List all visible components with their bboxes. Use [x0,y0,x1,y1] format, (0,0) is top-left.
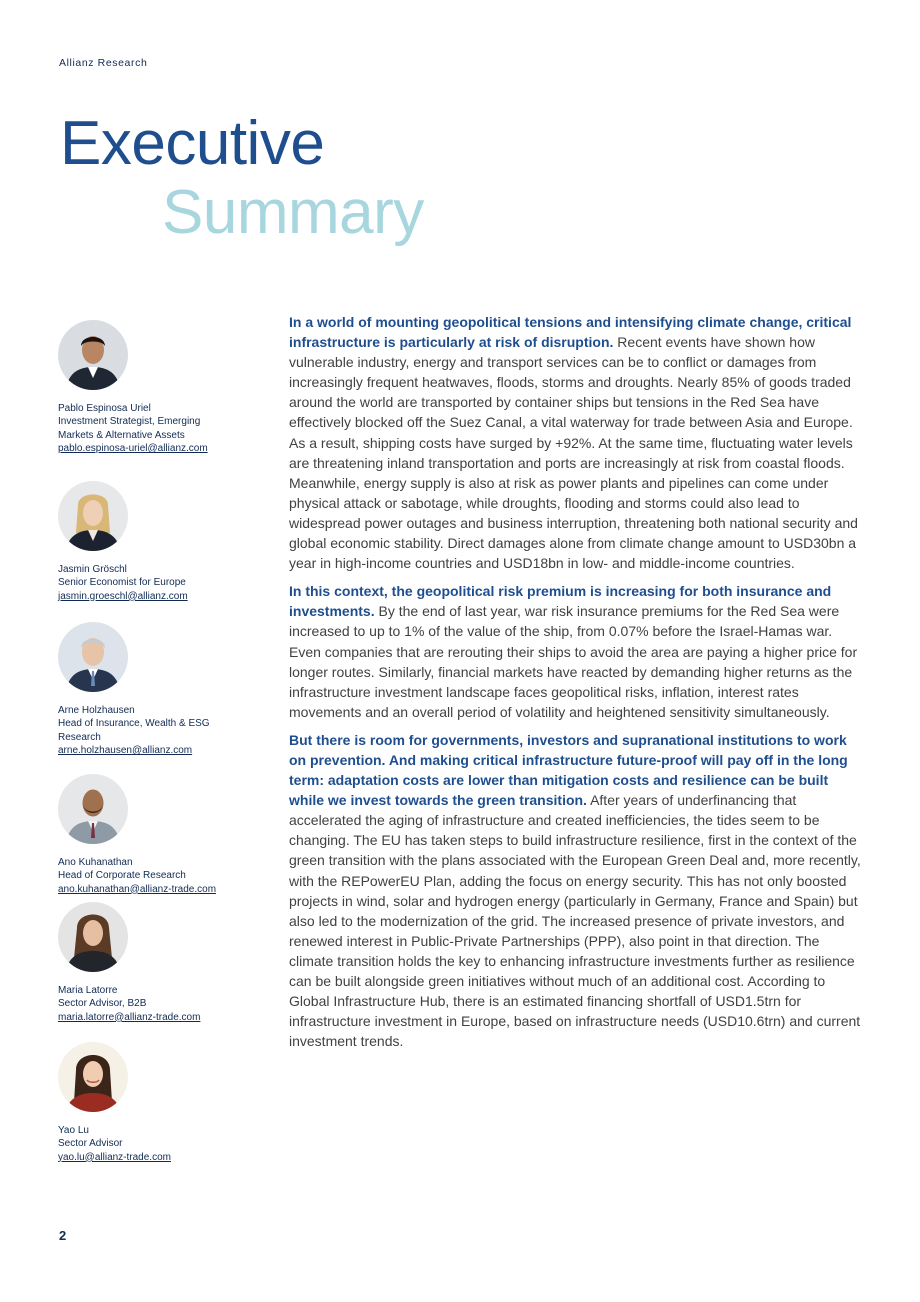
page-title-executive: Executive [60,109,325,178]
page-title-summary: Summary [162,178,424,247]
author-photo [58,774,128,844]
author-email-link[interactable]: yao.lu@allianz-trade.com [58,1151,171,1163]
author-card [58,902,268,1024]
author-photo [58,481,128,551]
author-email-link[interactable]: arne.holzhausen@allianz.com [58,744,193,756]
author-email-link[interactable]: maria.latorre@allianz-trade.com [58,1011,201,1023]
author-name: Maria Latorre [58,985,118,996]
author-role: Head of Insurance, Wealth & ESG [58,718,210,730]
paragraph-lead: In a world of mounting geopolitical tensions and intensifying climate change, critical infrastructure is particularly at risk of disruption. [289,314,852,351]
page-number: 2 [59,1228,67,1243]
author-role: Markets & Alternative Assets [58,429,185,441]
author-role: Sector Advisor [58,1138,123,1150]
summary-paragraph [289,730,861,1052]
summary-paragraph [289,312,861,573]
author-photo [58,902,128,972]
summary-paragraph [289,581,861,722]
header-brand: Allianz Research [59,57,148,69]
author-card [58,622,268,757]
author-name: Ano Kuhanathan [58,857,133,868]
author-name: Jasmin Gröschl [58,564,127,575]
author-email-link[interactable]: pablo.espinosa-uriel@allianz.com [58,442,208,454]
author-card [58,320,268,455]
author-role: Head of Corporate Research [58,870,186,882]
paragraph-text: By the end of last year, war risk insurance premiums for the Red Sea were increased to up to 1% of the value of the ship, from 0.07% before the Israel-Hamas war. Even companies that are rerouting their ships to avoid the area are paying a higher price for longer routes. Similarly, financial markets have reacted by demanding higher returns as the infrastructure investment landscape faces geopolitical risks, inflation, interest rates movements and an overall period of volatility and heightened sensitivity simultaneously. [289,603,858,720]
author-photo [58,1042,128,1112]
author-name: Arne Holzhausen [58,705,135,716]
author-role: Sector Advisor, B2B [58,998,147,1010]
author-photo [58,622,128,692]
author-name: Yao Lu [58,1125,89,1136]
paragraph-lead: In this context, the geopolitical risk premium is increasing for both insurance and investments. [289,583,832,620]
author-role: Senior Economist for Europe [58,577,186,589]
author-card [58,481,268,603]
author-photo [58,320,128,390]
author-email-link[interactable]: ano.kuhanathan@allianz-trade.com [58,883,217,895]
author-email-link[interactable]: jasmin.groeschl@allianz.com [58,590,188,602]
summary-body [289,312,861,1059]
paragraph-lead: But there is room for governments, investors and supranational institutions to work on prevention. And making critical infrastructure future-proof will pay off in the long term: adaptation costs are lower than mitigation costs and resilience can be built while we invest towards the green transition. [289,731,848,809]
author-name: Pablo Espinosa Uriel [58,403,151,414]
paragraph-text: After years of underfinancing that accelerated the aging of infrastructure and created inefficiencies, the tides seem to be changing. The EU has taken steps to build infrastructure resilience, first in the context of the green transition with the plans associated with the European Green Deal and, more recently, with the REPowerEU Plan, adding the focus on energy security. This has not only boosted projects in wind, solar and hydrogen energy (particularly in Germany, France and Spain) but also led to the modernization of the grid. The increased presence of private investors, and renewed interest in Public-Private Partnerships (PPP), also point in that direction. The climate transition holds the key to enhancing infrastructure investments further as resilience can be built alongside green initiatives without much of an additional cost. According to Global Infrastructure Hub, there is an estimated financing shortfall of USD1.5trn for infrastructure investment in Europe, based on infrastructure needs (USD10.6trn) and current investment trends. [289,792,861,1050]
author-card [58,1042,268,1164]
author-card [58,774,268,896]
paragraph-text: Recent events have shown how vulnerable industry, energy and transport services can be to conflict or damages from increasingly frequent heatwaves, floods, storms and droughts. Nearly 85% of goods traded around the world are transported by container ships but tensions in the Red Sea have effectively blocked off the Suez Canal, a vital waterway for trade between Asia and Europe. As a result, shipping costs have surged by +92%. At the same time, fluctuating water levels are threatening inland transportation and ports are increasingly at risk from coastal floods. Meanwhile, energy supply is also at risk as power plants and pipelines can come under physical attack or sabotage, while droughts, flooding and storms could also lead to widespread power outages and business interruption, threatening both national security and global economic stability. Direct damages alone from climate change amount to USD30bn a year in high-income countries and USD18bn in low- and middle-income countries. [289,334,858,572]
author-role: Research [58,731,101,743]
author-role: Investment Strategist, Emerging [58,416,201,428]
